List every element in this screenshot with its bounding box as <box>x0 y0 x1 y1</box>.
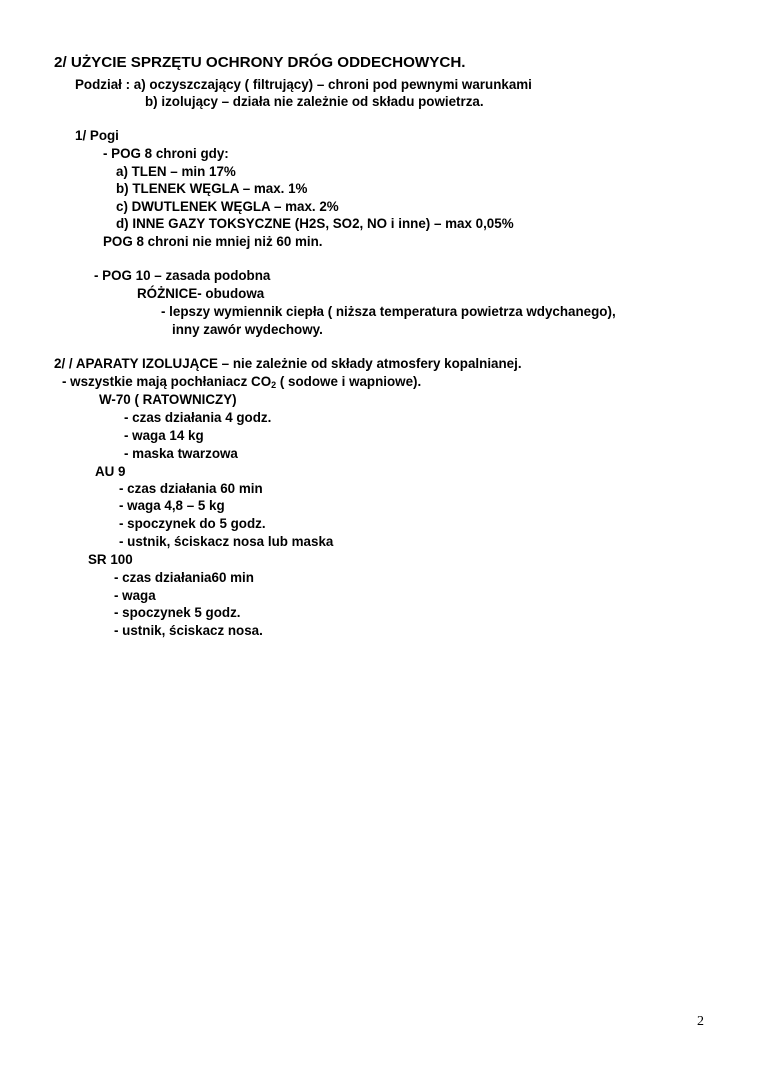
pog8-condition-carbon-monoxide: b) TLENEK WĘGLA – max. 1% <box>116 181 308 196</box>
page-number: 2 <box>697 1014 704 1029</box>
absorber-types: ( sodowe i wapniowe). <box>279 374 422 389</box>
sr100-item: - spoczynek 5 godz. <box>114 605 241 620</box>
sr100-item: - ustnik, ściskacz nosa. <box>114 623 263 638</box>
differences-detail-1: - lepszy wymiennik ciepła ( niższa temperatura powietrza wdychanego), <box>161 304 616 319</box>
sr100-heading: SR 100 <box>88 552 133 567</box>
pogi-heading: 1/ Pogi <box>75 128 119 143</box>
au9-heading: AU 9 <box>95 464 126 479</box>
differences-line: RÓŻNICE- obudowa <box>137 286 265 301</box>
au9-item: - spoczynek do 5 godz. <box>119 516 266 531</box>
isolating-apparatus-heading: 2/ / APARATY IZOLUJĄCE – nie zależnie od składy atmosfery kopalnianej. <box>54 356 522 371</box>
au9-item: - ustnik, ściskacz nosa lub maska <box>119 534 334 549</box>
au9-item: - czas działania 60 min <box>119 481 263 496</box>
w70-item: - waga 14 kg <box>124 428 204 443</box>
classification-line-b: b) izolujący – działa nie zależnie od składu powietrza. <box>145 94 484 109</box>
section-title: 2/ UŻYCIE SPRZĘTU OCHRONY DRÓG ODDECHOWYCH. <box>54 54 466 71</box>
differences-detail-2: inny zawór wydechowy. <box>172 322 323 337</box>
w70-heading: W-70 ( RATOWNICZY) <box>99 392 237 407</box>
absorber-line <box>62 373 421 391</box>
w70-item: - czas działania 4 godz. <box>124 410 272 425</box>
pog8-condition-oxygen: a) TLEN – min 17% <box>116 164 236 179</box>
classification-line-a: Podział : a) oczyszczający ( filtrujący) – chroni pod pewnymi warunkami <box>75 77 532 92</box>
w70-item: - maska twarzowa <box>124 446 238 461</box>
pog10-heading: - POG 10 – zasada podobna <box>94 268 271 283</box>
absorber-text: - wszystkie mają pochłaniacz CO <box>62 374 272 389</box>
pog8-protection-time: POG 8 chroni nie mniej niż 60 min. <box>103 234 323 249</box>
pog8-heading: - POG 8 chroni gdy: <box>103 146 229 161</box>
au9-item: - waga 4,8 – 5 kg <box>119 498 225 513</box>
co2-subscript: 2 <box>271 380 277 390</box>
pog8-condition-other-gases: d) INNE GAZY TOKSYCZNE (H2S, SO2, NO i inne) – max 0,05% <box>116 216 514 231</box>
sr100-item: - waga <box>114 588 156 603</box>
pog8-condition-carbon-dioxide: c) DWUTLENEK WĘGLA – max. 2% <box>116 199 339 214</box>
sr100-item: - czas działania60 min <box>114 570 254 585</box>
